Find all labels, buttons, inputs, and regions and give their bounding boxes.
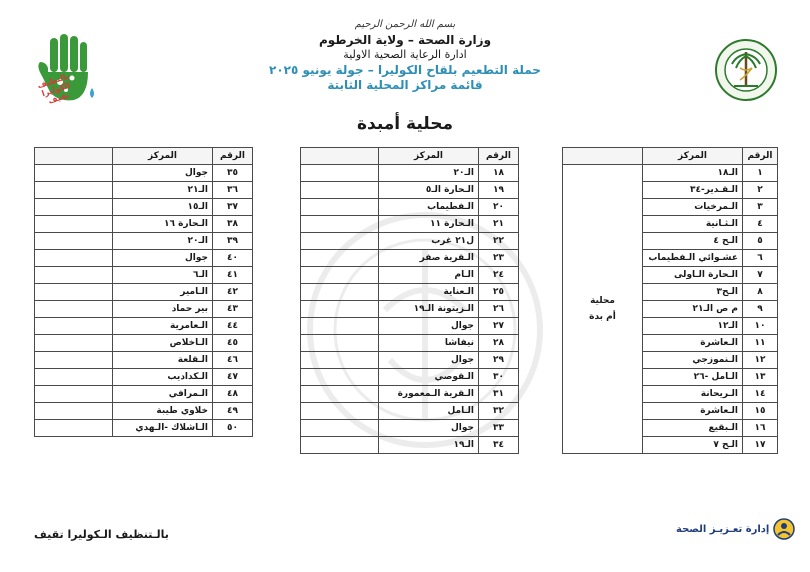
table-row <box>301 335 519 352</box>
blank-cell <box>301 165 379 182</box>
center-number: ٤٩ <box>213 403 253 420</box>
table-row <box>35 199 253 216</box>
center-name: بير حماد <box>113 301 213 318</box>
locality-merged-cell <box>563 165 643 454</box>
center-number: ١٥ <box>743 403 778 420</box>
blank-cell <box>35 250 113 267</box>
table-row <box>35 216 253 233</box>
center-number: ٣٧ <box>213 199 253 216</box>
blank-cell <box>35 318 113 335</box>
center-number: ٤٣ <box>213 301 253 318</box>
merged-label-line2: أم بدة <box>589 312 616 322</box>
table-row <box>301 199 519 216</box>
table-row <box>301 267 519 284</box>
center-name: الـنموزجي <box>643 352 743 369</box>
table-row <box>35 369 253 386</box>
blank-header <box>301 148 379 165</box>
center-name: عشـوائي الـفطيماب <box>643 250 743 267</box>
blank-cell <box>35 165 113 182</box>
center-name: الـاخلاص <box>113 335 213 352</box>
list-title: قائمة مراكز المحلية الثابتة <box>327 78 483 92</box>
center-name: الـقلعة <box>113 352 213 369</box>
table-row <box>301 165 519 182</box>
centers-table-1 <box>562 147 778 454</box>
campaign-title: حملة التطعيم بلقاح الكوليرا – جولة يونيو ٢٠٢٥ <box>269 63 541 77</box>
blank-cell <box>301 403 379 420</box>
blank-cell <box>301 437 379 454</box>
center-name: الـحارة الـاولى <box>643 267 743 284</box>
center-number: ٤٠ <box>213 250 253 267</box>
blank-cell <box>35 199 113 216</box>
table-row <box>301 369 519 386</box>
center-name: الـبقيع <box>643 420 743 437</box>
center-number: ٣٥ <box>213 165 253 182</box>
center-name: الـعامرية <box>113 318 213 335</box>
center-number: ٤٢ <box>213 284 253 301</box>
center-number: ٤٤ <box>213 318 253 335</box>
center-number: ٦ <box>743 250 778 267</box>
table-row <box>35 250 253 267</box>
center-number: ١٤ <box>743 386 778 403</box>
center-name: جوال <box>113 165 213 182</box>
blank-cell <box>301 369 379 386</box>
blank-cell <box>301 233 379 250</box>
blank-cell <box>301 267 379 284</box>
table-row <box>35 301 253 318</box>
centers-table-3 <box>34 147 253 437</box>
blank-cell <box>301 284 379 301</box>
center-name: الـ١٩ <box>379 437 479 454</box>
center-name: الـقـدير-٣٤ <box>643 182 743 199</box>
centers-table-2 <box>300 147 519 454</box>
blank-cell <box>35 386 113 403</box>
table-row <box>35 335 253 352</box>
ministry-title: وزارة الصحة – ولاية الخرطوم <box>318 33 492 47</box>
center-name: جوال <box>379 352 479 369</box>
center-name: الـ٢١ <box>113 182 213 199</box>
center-name: الـحارة الـ٥ <box>379 182 479 199</box>
center-number: ٢٠ <box>479 199 519 216</box>
center-number: ٧ <box>743 267 778 284</box>
center-number: ٤٦ <box>213 352 253 369</box>
center-number: ٣٣ <box>479 420 519 437</box>
center-number: ٩ <box>743 301 778 318</box>
center-number: ٢٩ <box>479 352 519 369</box>
center-number: ١٢ <box>743 352 778 369</box>
center-number: ٣ <box>743 199 778 216</box>
center-name: الـفطيماب <box>379 199 479 216</box>
table-3-body <box>35 165 253 437</box>
logo-slogan: بالنظيف الكوليرا نقيف <box>36 71 72 106</box>
center-number: ٢ <box>743 182 778 199</box>
center-number: ٣٨ <box>213 216 253 233</box>
center-name: جوال <box>113 250 213 267</box>
center-name: الـ٦ <box>113 267 213 284</box>
center-name: م ص الـ٢١ <box>643 301 743 318</box>
blank-cell <box>35 267 113 284</box>
blank-cell <box>35 420 113 437</box>
center-number: ٢٣ <box>479 250 519 267</box>
table-row <box>35 267 253 284</box>
center-name: الـح ٧ <box>643 437 743 454</box>
health-promotion-brand <box>676 518 795 540</box>
center-name: الـقرية الـمعمورة <box>379 386 479 403</box>
center-number: ٥ <box>743 233 778 250</box>
blank-cell <box>35 369 113 386</box>
center-number: ١ <box>743 165 778 182</box>
table-row <box>301 250 519 267</box>
center-name: الـكداديب <box>113 369 213 386</box>
blank-cell <box>301 318 379 335</box>
center-name: الـثـانية <box>643 216 743 233</box>
blank-cell <box>301 352 379 369</box>
merged-label-line1: محلية <box>590 296 615 306</box>
center-name: الـح٣ <box>643 284 743 301</box>
table-row <box>35 386 253 403</box>
center-number: ٣١ <box>479 386 519 403</box>
center-number: ٥٠ <box>213 420 253 437</box>
center-name: الـعاشرة <box>643 335 743 352</box>
blank-cell <box>301 335 379 352</box>
blank-cell <box>35 403 113 420</box>
footer-slogan: بالـتنظيف الـكوليرا تقيف <box>34 528 169 541</box>
center-number: ٢٨ <box>479 335 519 352</box>
table-row <box>35 165 253 182</box>
center-number: ١٠ <box>743 318 778 335</box>
center-name: خلاوي طيبة <box>113 403 213 420</box>
header-center: المركز <box>113 148 213 165</box>
table-row <box>301 233 519 250</box>
center-name: نيفاشا <box>379 335 479 352</box>
table-row <box>301 403 519 420</box>
blank-cell <box>35 352 113 369</box>
center-name: الـام <box>379 267 479 284</box>
blank-cell <box>301 250 379 267</box>
center-name: الـ١٨ <box>643 165 743 182</box>
center-name: الـقرية صفر <box>379 250 479 267</box>
blank-cell <box>301 386 379 403</box>
table-row <box>35 403 253 420</box>
center-number: ٣٦ <box>213 182 253 199</box>
table-row <box>301 318 519 335</box>
blank-cell <box>35 335 113 352</box>
bismillah: بسم الله الرحمن الرحيم <box>354 19 456 30</box>
center-number: ٣٠ <box>479 369 519 386</box>
blank-cell <box>301 301 379 318</box>
center-number: ١٨ <box>479 165 519 182</box>
center-name: الـزيتونة الـ١٩ <box>379 301 479 318</box>
table-row <box>301 437 519 454</box>
center-name: الـاشلاك -الـهدي <box>113 420 213 437</box>
center-number: ٢٢ <box>479 233 519 250</box>
document-header <box>0 18 810 93</box>
center-name: جوال <box>379 420 479 437</box>
header-number: الرقم <box>213 148 253 165</box>
table-2-body <box>301 165 519 454</box>
center-number: ٤٨ <box>213 386 253 403</box>
center-name: الـ٢٠ <box>113 233 213 250</box>
table-row <box>301 352 519 369</box>
center-number: ١٧ <box>743 437 778 454</box>
locality-title: محلية أمبدة <box>356 114 454 134</box>
center-number: ٣٩ <box>213 233 253 250</box>
center-name: الـمرافي <box>113 386 213 403</box>
header-number: الرقم <box>743 148 778 165</box>
blank-cell <box>301 420 379 437</box>
center-number: ٢٥ <box>479 284 519 301</box>
blank-cell <box>35 216 113 233</box>
header-center: المركز <box>379 148 479 165</box>
table-row <box>301 216 519 233</box>
table-row <box>301 301 519 318</box>
table-row <box>35 352 253 369</box>
center-name: الـعاشرة <box>643 403 743 420</box>
table-row <box>301 386 519 403</box>
center-number: ١٩ <box>479 182 519 199</box>
merged-header <box>563 148 643 165</box>
table-row <box>35 420 253 437</box>
center-name: الـحارة ١٦ <box>113 216 213 233</box>
center-name: الـعناية <box>379 284 479 301</box>
header-center: المركز <box>643 148 743 165</box>
center-number: ٣٤ <box>479 437 519 454</box>
table-row <box>35 318 253 335</box>
table-row <box>35 284 253 301</box>
table-row <box>563 165 778 182</box>
center-name: الـريحانة <box>643 386 743 403</box>
health-promotion-icon <box>773 518 795 540</box>
center-name: الـامل <box>379 403 479 420</box>
table-1-body <box>563 165 778 454</box>
center-name: الـحارة ١١ <box>379 216 479 233</box>
department-title: ادارة الرعاية الصحية الاولية <box>343 48 467 61</box>
center-name: الـ١٢ <box>643 318 743 335</box>
table-row <box>35 182 253 199</box>
center-number: ٢٧ <box>479 318 519 335</box>
center-number: ٨ <box>743 284 778 301</box>
center-name: الـامير <box>113 284 213 301</box>
blank-cell <box>35 301 113 318</box>
table-row <box>35 233 253 250</box>
center-name: الـقوصي <box>379 369 479 386</box>
center-name: الـامل -٢٦ <box>643 369 743 386</box>
center-name: الـح ٤ <box>643 233 743 250</box>
center-name: الـمرخيات <box>643 199 743 216</box>
blank-cell <box>35 233 113 250</box>
center-name: جوال <box>379 318 479 335</box>
center-number: ١١ <box>743 335 778 352</box>
center-number: ٤ <box>743 216 778 233</box>
blank-header <box>35 148 113 165</box>
table-row <box>301 420 519 437</box>
blank-cell <box>301 199 379 216</box>
center-number: ٣٢ <box>479 403 519 420</box>
center-name: الـ٢٠ <box>379 165 479 182</box>
center-number: ٤٧ <box>213 369 253 386</box>
center-number: ١٣ <box>743 369 778 386</box>
center-number: ٢٦ <box>479 301 519 318</box>
blank-cell <box>301 216 379 233</box>
center-number: ٤٥ <box>213 335 253 352</box>
blank-cell <box>301 182 379 199</box>
brand-text: إدارة تعـزيـز الصحة <box>676 523 770 535</box>
blank-cell <box>35 284 113 301</box>
blank-cell <box>35 182 113 199</box>
table-row <box>301 182 519 199</box>
table-row <box>301 284 519 301</box>
center-name: الـ١٥ <box>113 199 213 216</box>
center-number: ٤١ <box>213 267 253 284</box>
header-number: الرقم <box>479 148 519 165</box>
center-name: ل٢١ غرب <box>379 233 479 250</box>
center-number: ١٦ <box>743 420 778 437</box>
center-number: ٢١ <box>479 216 519 233</box>
center-number: ٢٤ <box>479 267 519 284</box>
